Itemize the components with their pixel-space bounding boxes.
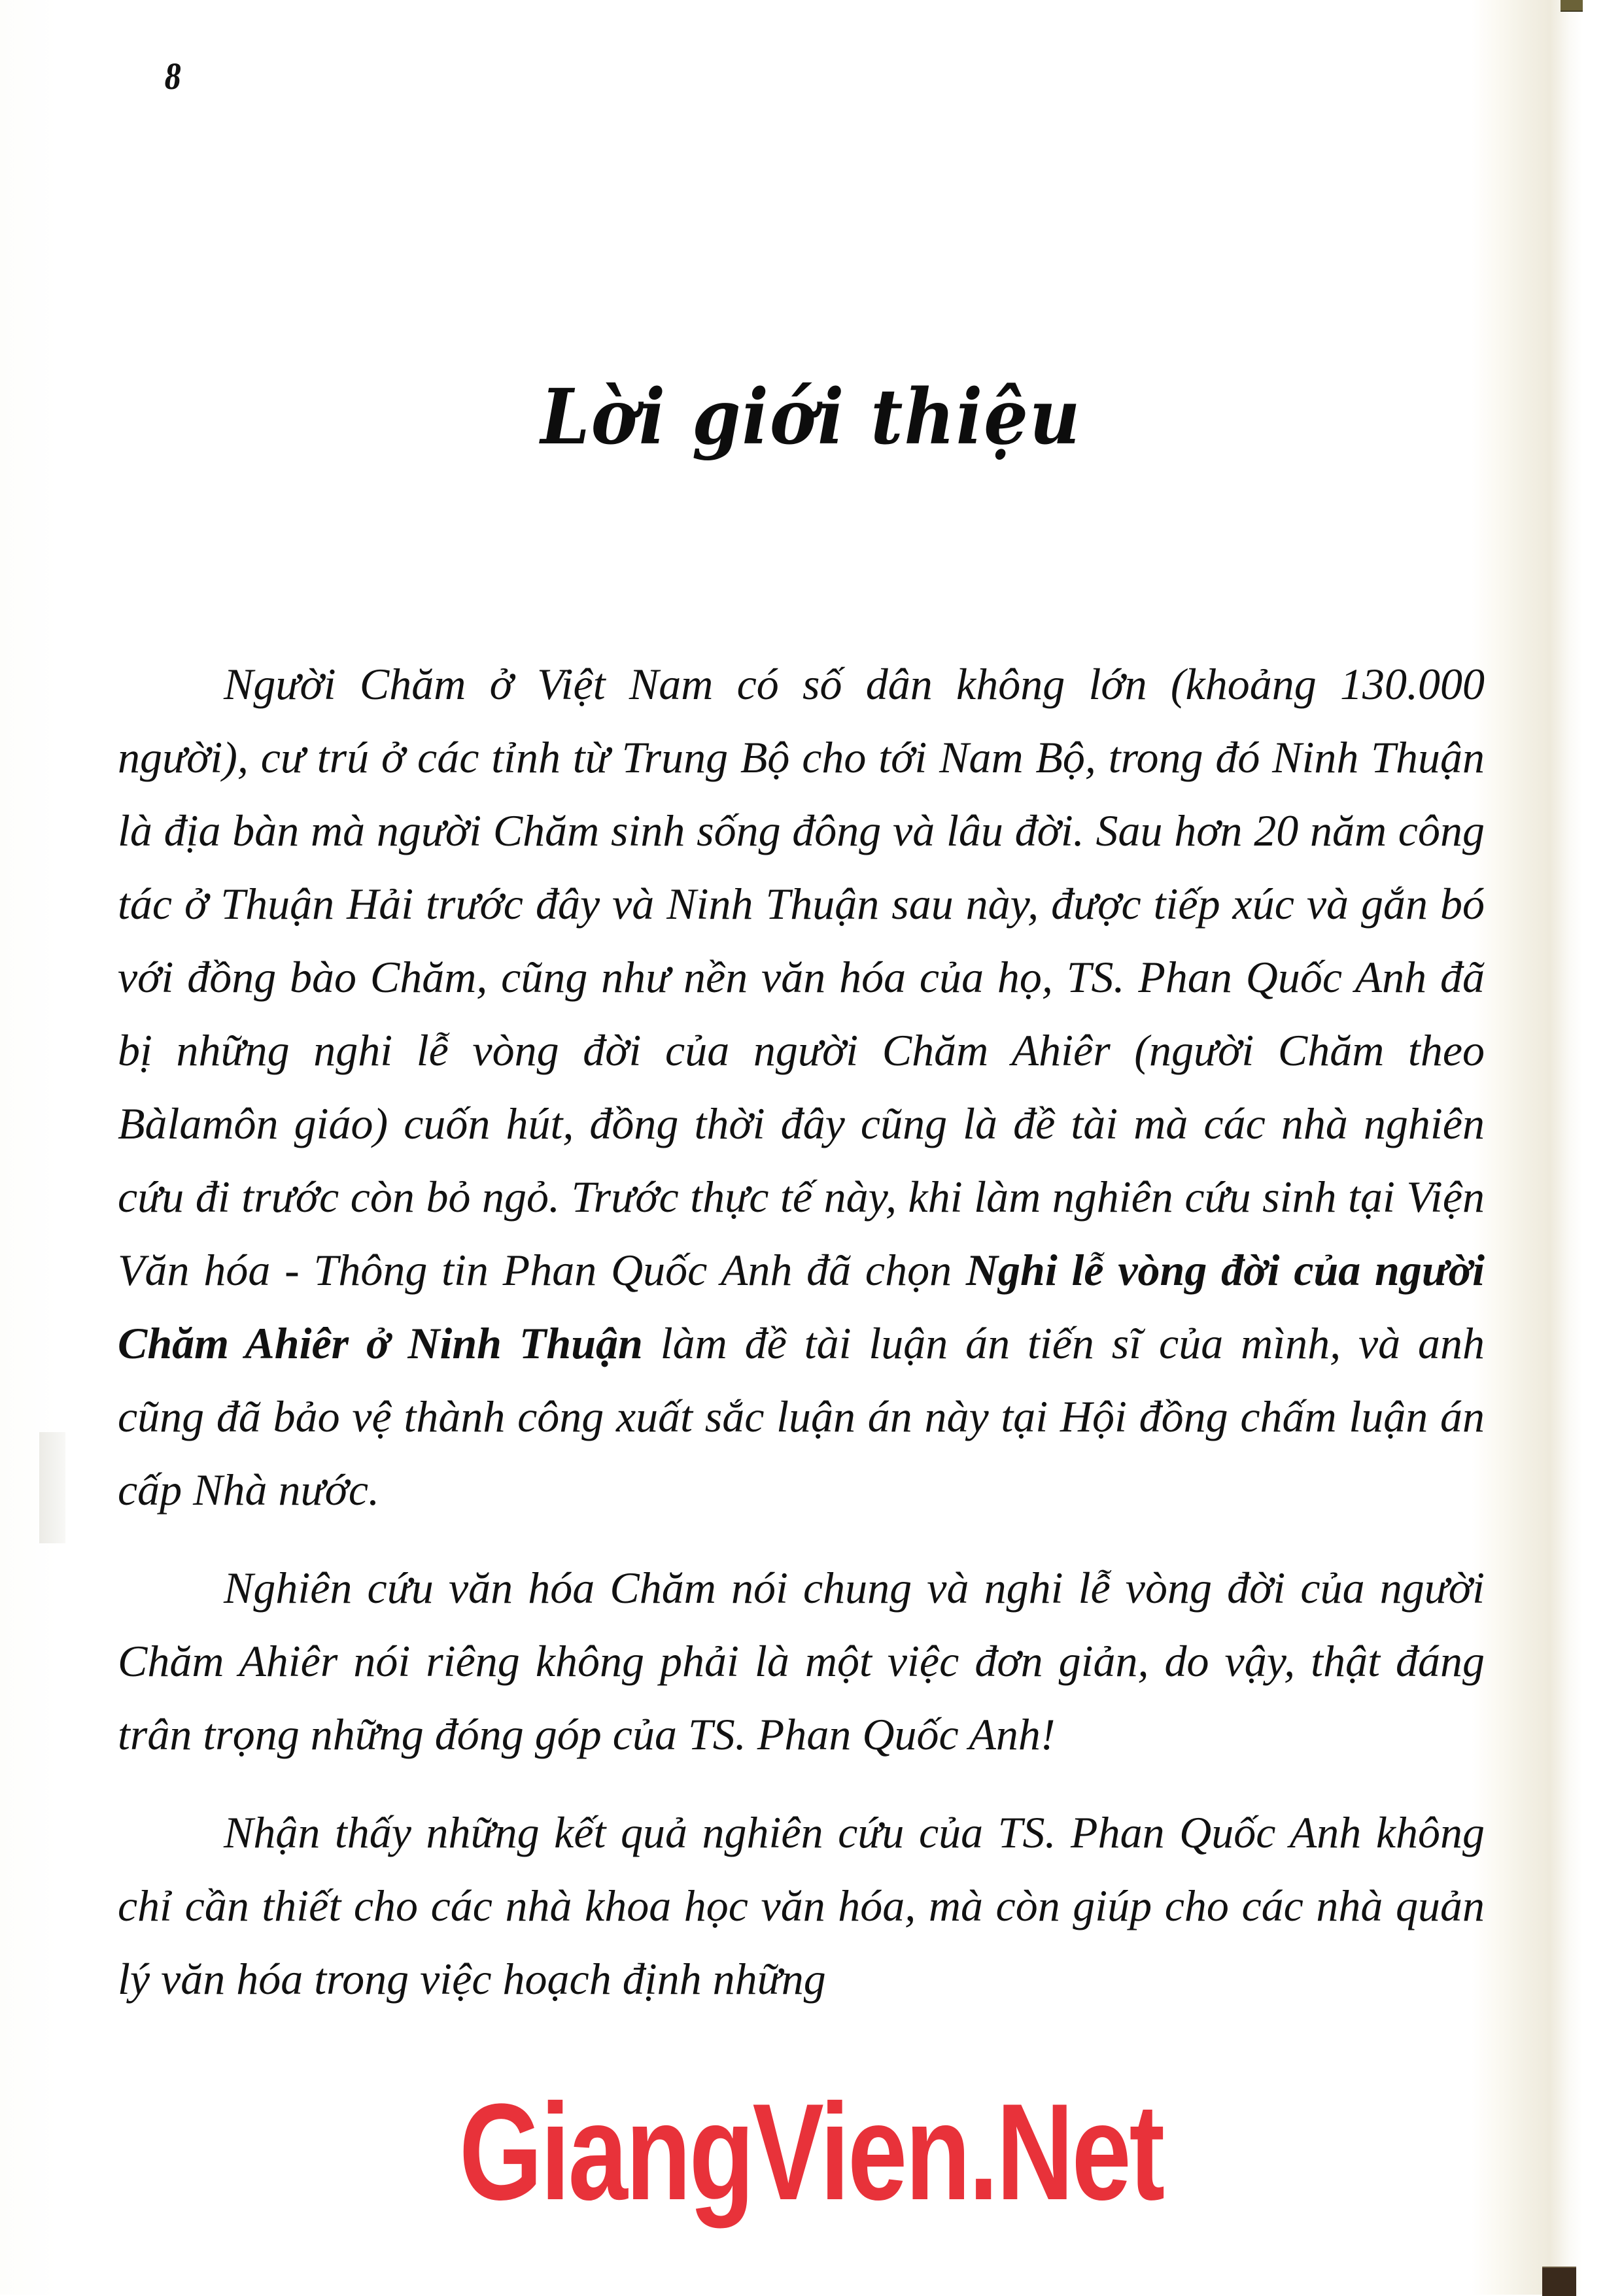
page-edge-mark-bottom: [1542, 2267, 1576, 2296]
thesis-title-emphasis: Nghi lễ vòng đời của người Chăm Ahiêr ở Ninh Thuận: [118, 1245, 1485, 1368]
scan-shadow: [39, 1432, 65, 1543]
body-text: [118, 647, 1485, 2040]
page-title: Lời giới thiệu: [540, 373, 1082, 462]
paragraph-1: [118, 647, 1485, 1526]
paragraph-3: Nhận thấy những kết quả nghiên cứu của TS. Phan Quốc Anh không chỉ cần thiết cho các nhà khoa học văn hóa, mà còn giúp cho các nhà quản lý văn hóa trong việc hoạch định những: [118, 1808, 1485, 2004]
paragraph-1-text-end: làm đề tài luận án tiến sĩ của mình, và anh cũng đã bảo vệ thành công xuất sắc luận án này tại Hội đồng chấm luận án cấp Nhà nước.: [118, 1318, 1485, 1515]
page-edge-mark-top: [1561, 0, 1583, 12]
watermark: GiangVien.Net: [459, 2075, 1163, 2229]
paragraph-1-text: Người Chăm ở Việt Nam có số dân không lớn (khoảng 130.000 người), cư trú ở các tỉnh từ Trung Bộ cho tới Nam Bộ, trong đó Ninh Thuận là địa bàn mà người Chăm sinh sống đông và lâu đời. Sau hơn 20 năm công tác ở Thuận Hải trước đây và Ninh Thuận sau này, được tiếp xúc và gắn bó với đồng bào Chăm, cũng như nền văn hóa của họ, TS. Phan Quốc Anh đã bị những nghi lễ vòng đời của người Chăm Ahiêr (người Chăm theo Bàlamôn giáo) cuốn hút, đồng thời đây cũng là đề tài mà các nhà nghiên cứu đi trước còn bỏ ngỏ. Trước thực tế này, khi làm nghiên cứu sinh tại Viện Văn hóa - Thông tin Phan Quốc Anh đã chọn: [118, 659, 1485, 1295]
page-number: 8: [165, 58, 182, 97]
paragraph-2: Nghiên cứu văn hóa Chăm nói chung và nghi lễ vòng đời của người Chăm Ahiêr nói riêng không phải là một việc đơn giản, do vậy, thật đáng trân trọng những đóng góp của TS. Phan Quốc Anh!: [118, 1563, 1485, 1759]
